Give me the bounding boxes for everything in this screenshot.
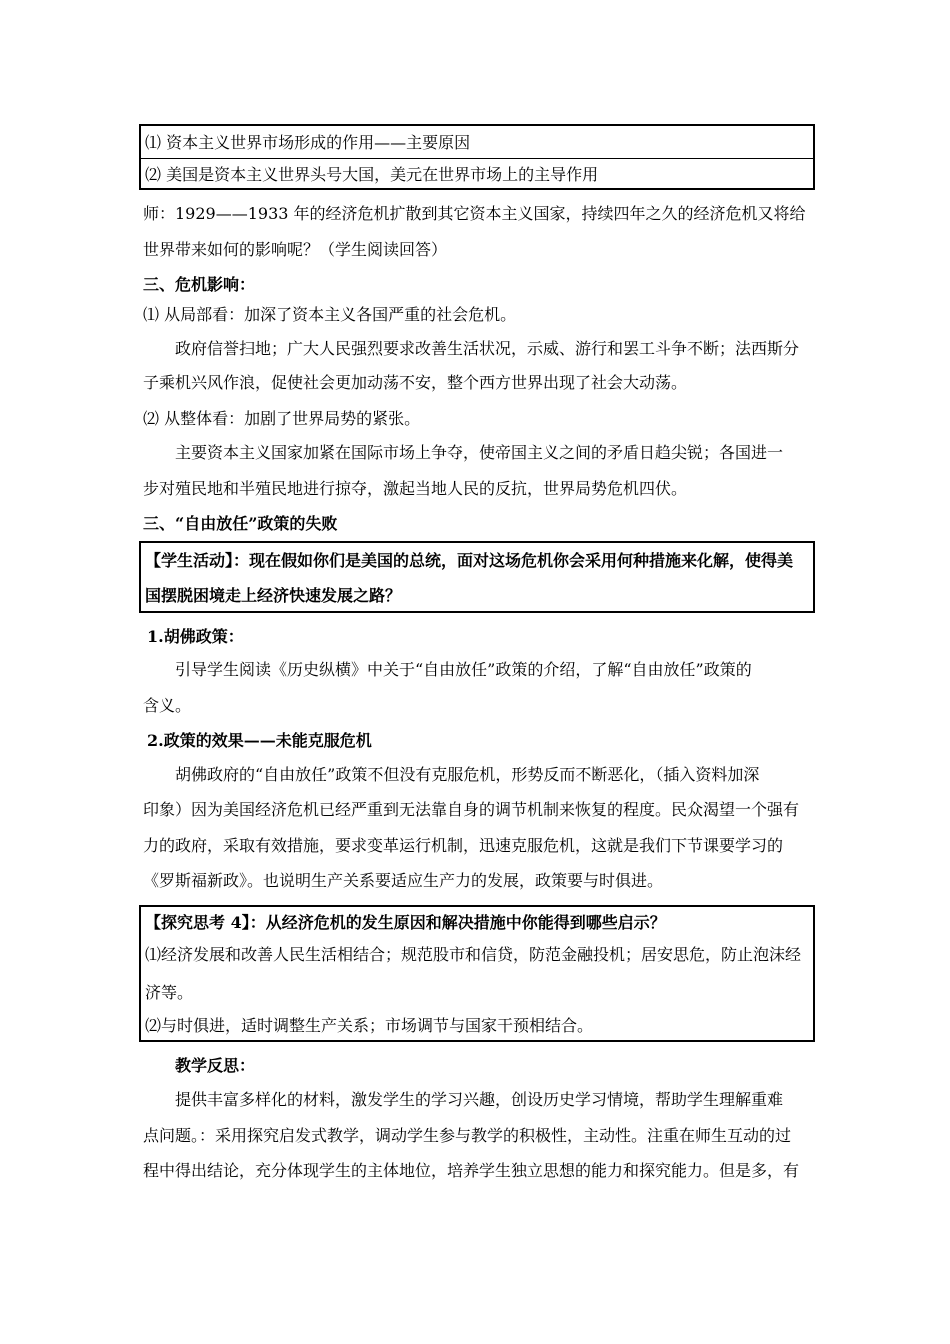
cause-line-2: ⑵ 美国是资本主义世界头号大国，美元在世界市场上的主导作用 bbox=[145, 165, 599, 184]
policy-effect-body-3: 力的政府，采取有效措施，要求变革运行机制，迅速克服危机，这就是我们下节课要学习的 bbox=[143, 836, 784, 855]
section-heading-laissez-faire: 三、“自由放任”政策的失败 bbox=[143, 514, 338, 533]
impact-item-2-body-2: 步对殖民地和半殖民地进行掠夺，激起当地人民的反抗，世界局势危机四伏。 bbox=[143, 479, 688, 498]
inquiry-line-2: 济等。 bbox=[145, 983, 194, 1002]
activity-line-2: 国摆脱困境走上经济快速发展之路？ bbox=[145, 586, 402, 605]
inquiry-line-1: ⑴经济发展和改善人民生活相结合；规范股市和信贷，防范金融投机；居安思危，防止泡沫经 bbox=[145, 945, 802, 964]
inquiry-heading: 【探究思考 4】：从经济危机的发生原因和解决措施中你能得到哪些启示？ bbox=[145, 913, 666, 932]
policy-effect-body-2: 印象）因为美国经济危机已经严重到无法靠自身的调节机制来恢复的程度。民众渴望一个强有 bbox=[143, 800, 800, 819]
box-divider bbox=[141, 158, 813, 159]
impact-item-1: ⑴ 从局部看：加深了资本主义各国严重的社会危机。 bbox=[143, 305, 517, 324]
teacher-line-1: 师：1929——1933 年的经济危机扩散到其它资本主义国家，持续四年之久的经济危机又将给 bbox=[143, 204, 806, 223]
impact-item-2-body-1: 主要资本主义国家加紧在国际市场上争夺，使帝国主义之间的矛盾日趋尖锐；各国进一 bbox=[175, 443, 784, 462]
policy-effect-body-1: 胡佛政府的“自由放任”政策不但没有克服危机，形势反而不断恶化，（插入资料加深 bbox=[175, 765, 760, 784]
reflection-body-3: 程中得出结论，充分体现学生的主体地位，培养学生独立思想的能力和探究能力。但是多，有 bbox=[143, 1161, 800, 1180]
impact-item-1-body-1: 政府信誉扫地；广大人民强烈要求改善生活状况，示威、游行和罢工斗争不断；法西斯分 bbox=[175, 339, 800, 358]
cause-line-1: ⑴ 资本主义世界市场形成的作用——主要原因 bbox=[145, 133, 471, 152]
impact-item-1-body-2: 子乘机兴风作浪，促使社会更加动荡不安，整个西方世界出现了社会大动荡。 bbox=[143, 373, 688, 392]
reflection-body-2: 点问题。：采用探究启发式教学，调动学生参与教学的积极性，主动性。注重在师生互动的过 bbox=[143, 1126, 792, 1145]
reflection-body-1: 提供丰富多样化的材料，激发学生的学习兴趣，创设历史学习情境，帮助学生理解重难 bbox=[175, 1090, 784, 1109]
hoover-body-1: 引导学生阅读《历史纵横》中关于“自由放任”政策的介绍，了解“自由放任”政策的 bbox=[175, 660, 752, 679]
inquiry-line-3: ⑵与时俱进，适时调整生产关系；市场调节与国家干预相结合。 bbox=[145, 1016, 594, 1035]
teacher-line-2: 世界带来如何的影响呢？（学生阅读回答） bbox=[143, 240, 448, 259]
impact-item-2: ⑵ 从整体看：加剧了世界局势的紧张。 bbox=[143, 409, 421, 428]
policy-effect-heading: 2.政策的效果——未能克服危机 bbox=[147, 731, 372, 750]
hoover-policy-heading: 1.胡佛政策： bbox=[147, 627, 244, 646]
activity-line-1: 【学生活动】：现在假如你们是美国的总统，面对这场危机你会采用何种措施来化解，使得美 bbox=[145, 551, 794, 570]
policy-effect-body-4: 《罗斯福新政》。也说明生产关系要适应生产力的发展，政策要与时俱进。 bbox=[143, 871, 664, 890]
hoover-body-2: 含义。 bbox=[143, 696, 192, 715]
section-heading-impact: 三、危机影响： bbox=[143, 275, 256, 294]
reflection-heading: 教学反思： bbox=[175, 1056, 256, 1075]
